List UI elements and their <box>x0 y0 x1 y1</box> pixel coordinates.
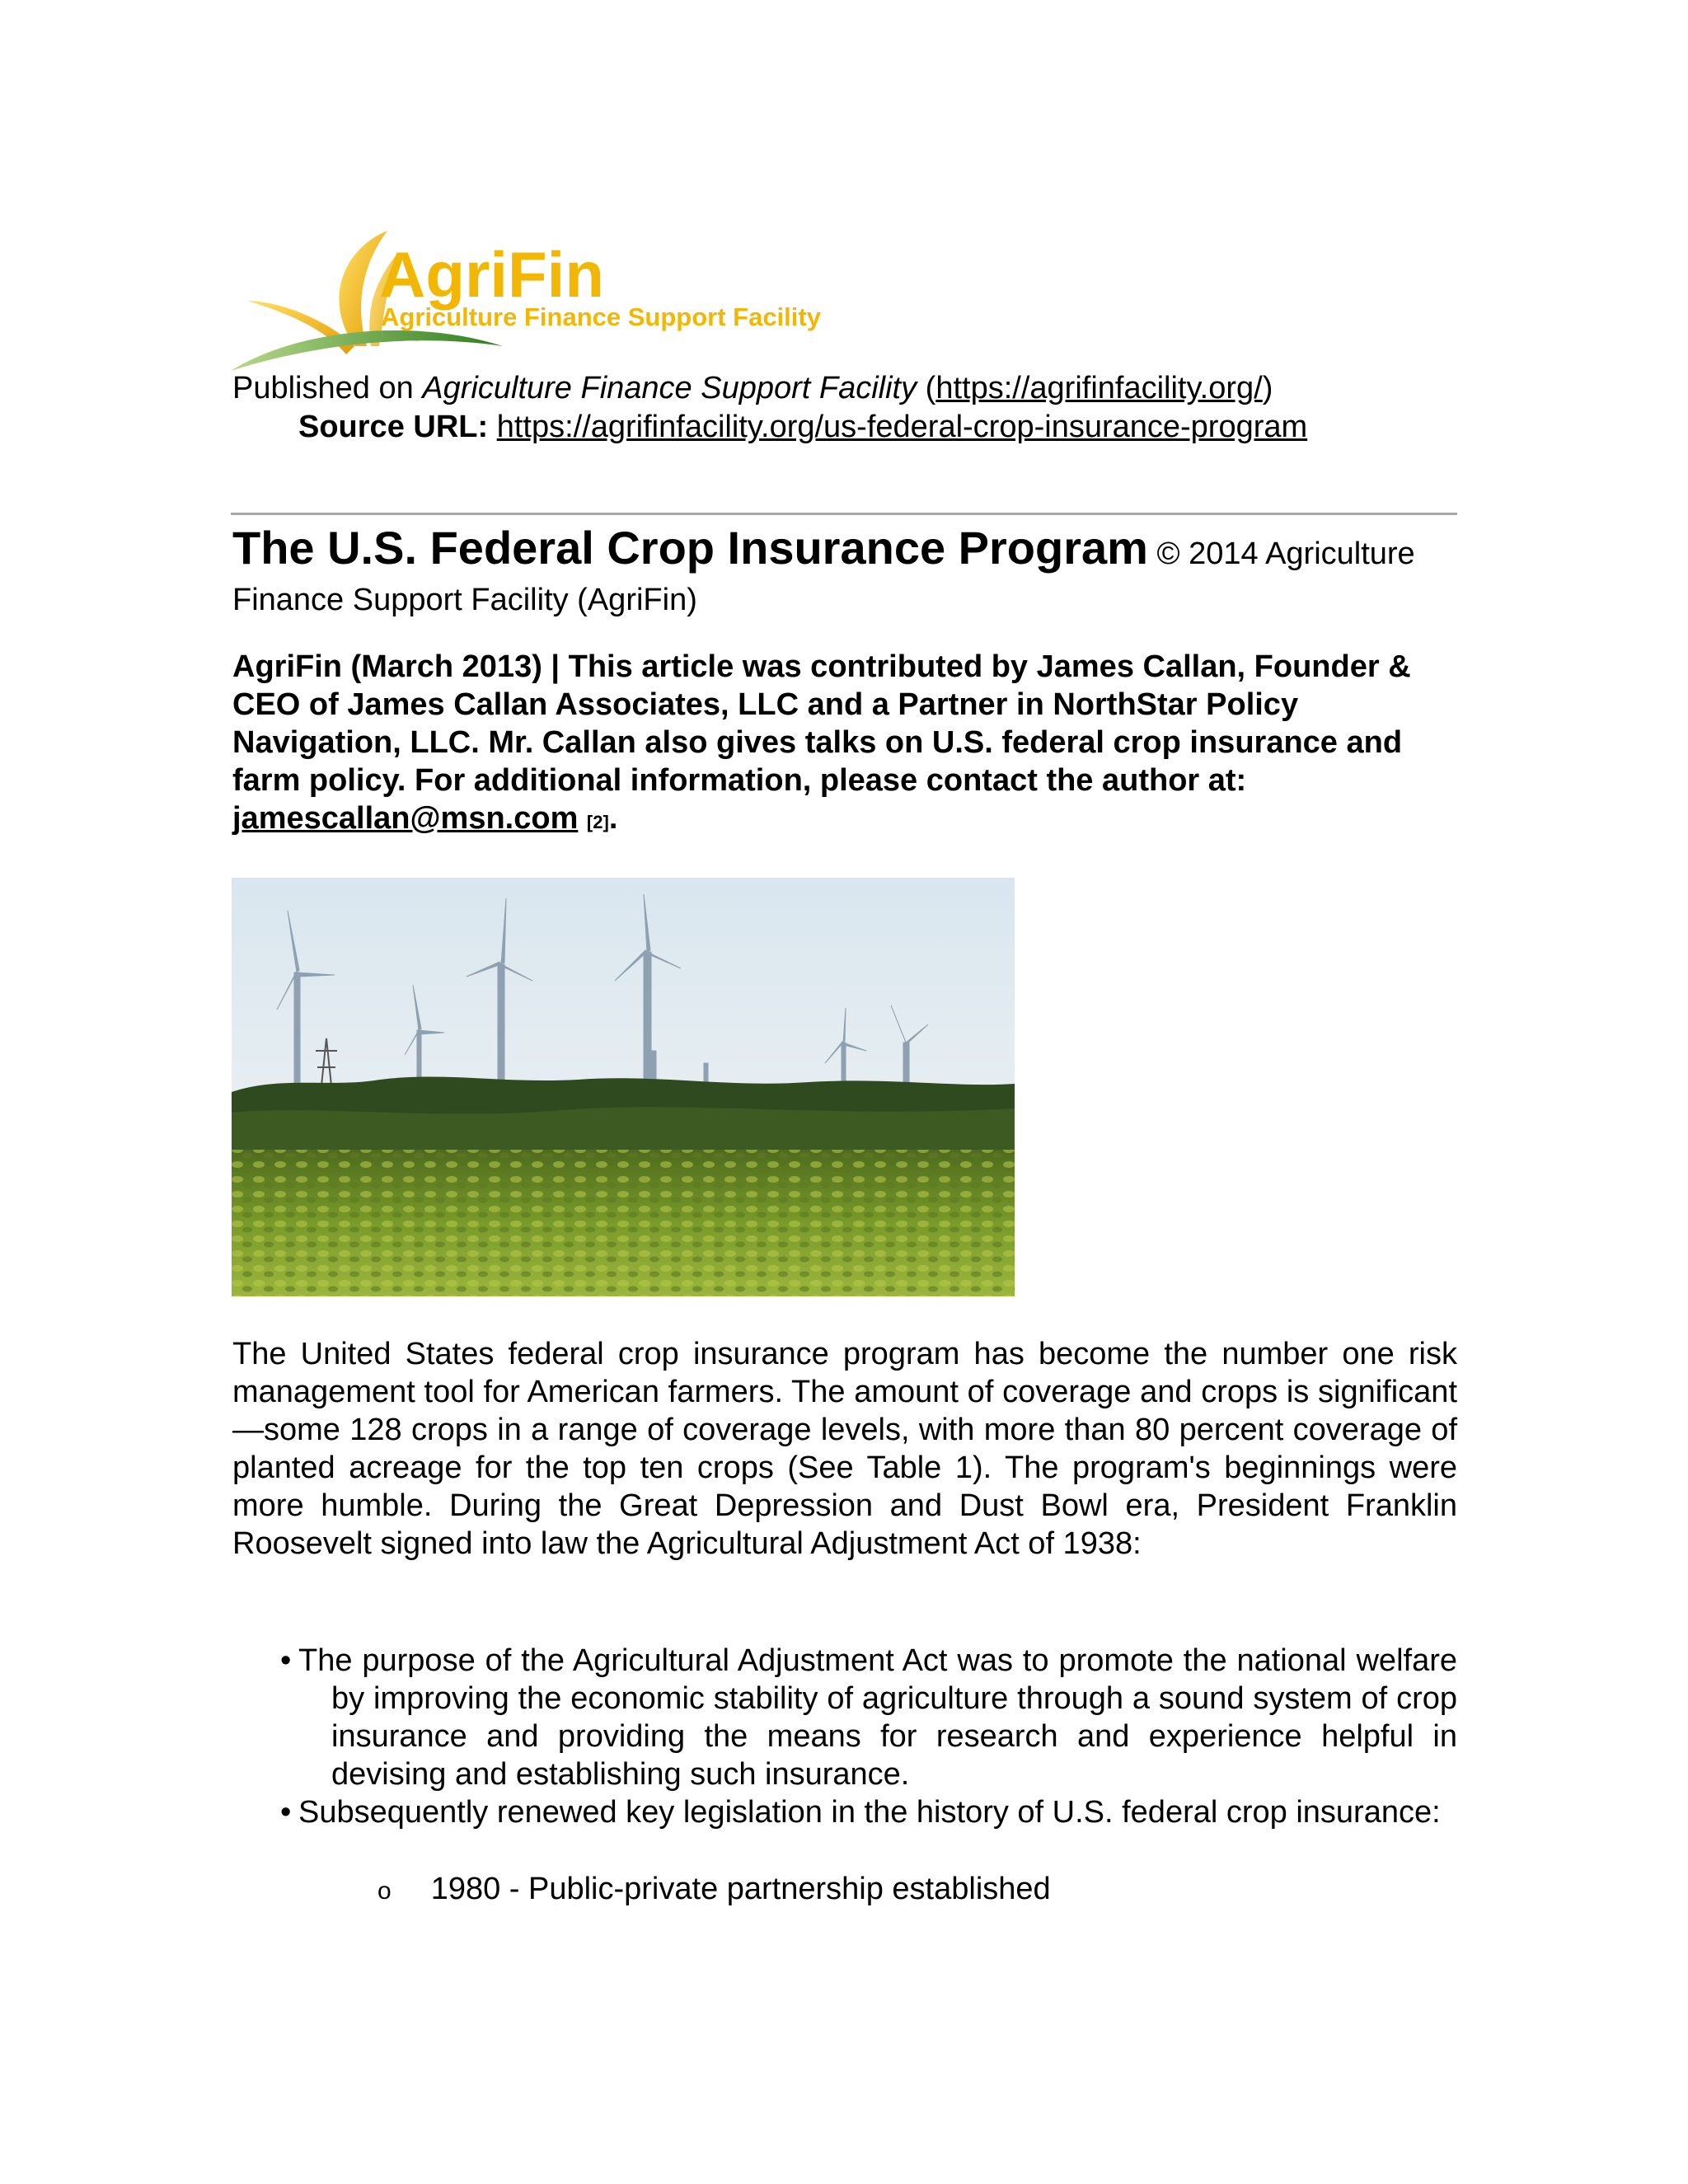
published-line <box>232 369 1273 407</box>
byline-end: . <box>608 801 618 836</box>
article-byline <box>232 648 1461 841</box>
source-url-line <box>298 408 1307 446</box>
published-url-link[interactable]: https://agrifinfacility.org/ <box>935 371 1263 405</box>
author-email-link[interactable]: jamescallan@msn.com <box>232 801 579 836</box>
email-reference: [2] <box>586 812 609 832</box>
source-url-link[interactable]: https://agrifinfacility.org/us-federal-crop-insurance-program <box>496 410 1308 444</box>
bullet-text: Subsequently renewed key legislation in the history of U.S. federal crop insurance: <box>298 1795 1441 1830</box>
copyright-notice-cont: Finance Support Facility (AgriFin) <box>232 583 697 617</box>
list-item <box>280 1642 1457 1793</box>
wind-turbines-image <box>232 878 1015 1296</box>
logo-name: AgriFin <box>379 238 604 311</box>
agrifin-logo <box>231 223 923 371</box>
wind-turbines-photo <box>232 878 1015 1296</box>
logo-tagline: Agriculture Finance Support Facility <box>381 302 821 331</box>
divider <box>231 513 1457 515</box>
copyright-notice: © 2014 Agriculture <box>1147 537 1415 571</box>
bullet-text: The purpose of the Agricultural Adjustment Act was to promote the national welfare by improving the economic stability of agriculture through a sound system of crop insurance and providing the means for research and experience helpful in devising and establishing such insurance. <box>298 1643 1457 1792</box>
sub-list-item <box>377 1870 1051 1910</box>
published-close: ) <box>1262 371 1273 405</box>
sub-bullet-marker: o <box>377 1877 392 1905</box>
source-url-label: Source URL: <box>298 410 489 444</box>
published-open: ( <box>917 371 936 405</box>
agrifin-logo-graphic <box>231 223 923 371</box>
bullet-dot: • <box>280 1643 292 1678</box>
published-prefix: Published on <box>232 371 423 405</box>
intro-paragraph: The United States federal crop insurance program has become the number one risk management tool for American farmers. The amount of coverage and crops is significant—some 128 crops in a range of coverage levels, with more than 80 percent coverage of planted acreage for the top ten crops (See Table 1). The program's beginnings were more humble. During the Great Depression and Dust Bowl era, President Franklin Roosevelt signed into law the Agricultural Adjustment Act of 1938: <box>232 1337 1457 1561</box>
title-line <box>232 521 1461 581</box>
article-title: The U.S. Federal Crop Insurance Program <box>232 522 1148 574</box>
list-item <box>280 1793 1457 1831</box>
byline-text: AgriFin (March 2013) | This article was contributed by James Callan, Founder & CEO of James Callan Associates, LLC and a Partner in NorthStar Policy Navigation, LLC. Mr. Callan also gives talks on U.S. federal crop insurance and farm policy. For additional information, please contact the author at: <box>232 649 1411 798</box>
sub-item-text: 1980 - Public-private partnership established <box>430 1872 1051 1906</box>
published-site: Agriculture Finance Support Facility <box>422 371 917 405</box>
article-title-block <box>232 521 1461 619</box>
bullet-dot: • <box>280 1795 292 1830</box>
